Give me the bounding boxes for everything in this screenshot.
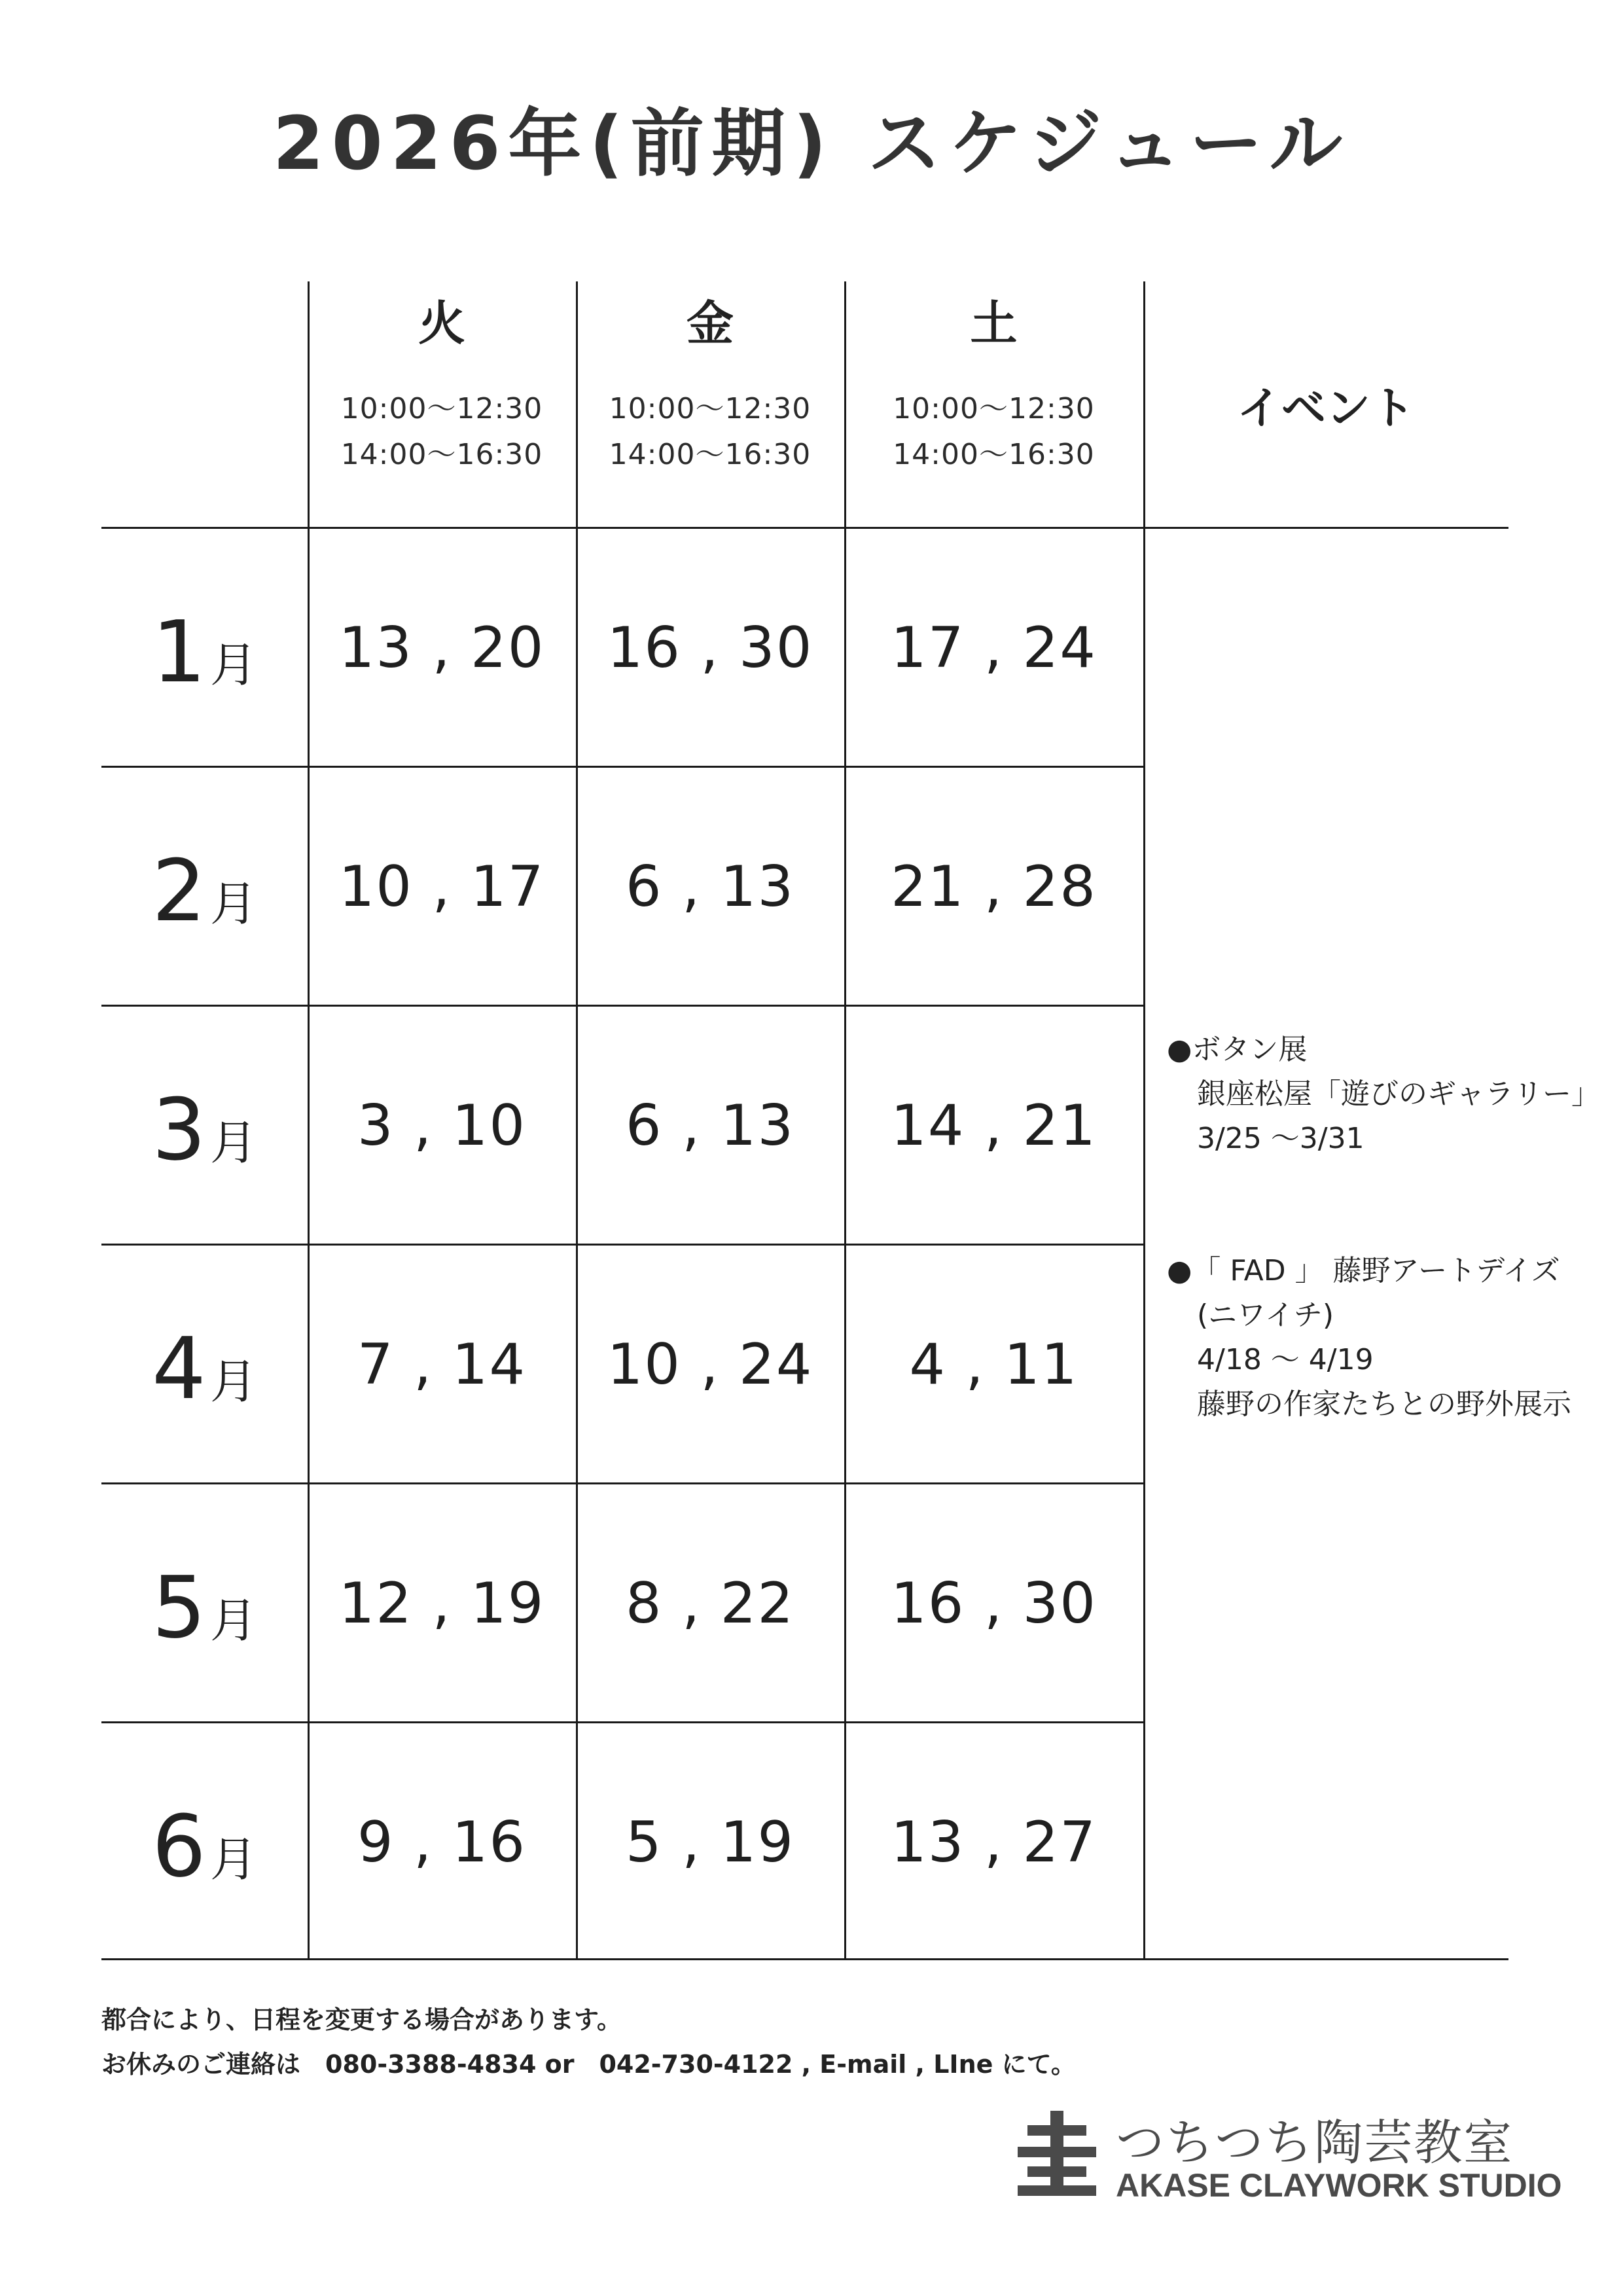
event-detail: 4/18 〜 4/19 (1197, 1343, 1374, 1376)
dates-cell: 21 , 28 (891, 854, 1097, 920)
day-name: 土 (970, 296, 1018, 351)
dates-cell: 12 , 19 (338, 1571, 545, 1636)
month-label (101, 841, 308, 941)
dates-cell: 9 , 16 (357, 1810, 527, 1875)
day-name: 金 (686, 296, 734, 351)
month-label (101, 1558, 308, 1657)
event-title: ●ボタン展 (1167, 1033, 1308, 1066)
dates-cell: 14 , 21 (891, 1093, 1097, 1158)
dates-cell: 17 , 24 (891, 615, 1097, 681)
month-number: 1 (152, 602, 206, 702)
note-line: お休みのご連絡は 080-3388-4834 or 042-730-4122 , E-mail , LIne にて。 (101, 2050, 1076, 2079)
month-number: 6 (152, 1797, 206, 1896)
month-label (101, 1319, 308, 1418)
month-label (101, 1080, 308, 1179)
dates-cell: 16 , 30 (607, 615, 813, 681)
dates-cell: 5 , 19 (625, 1810, 795, 1875)
page-title: 2026年(前期) スケジュール (272, 101, 1351, 187)
dates-cell: 8 , 22 (625, 1571, 795, 1636)
brand-name-en: AKASE CLAYWORK STUDIO (1116, 2167, 1562, 2204)
dates-cell: 3 , 10 (357, 1093, 527, 1158)
month-number: 5 (152, 1558, 206, 1657)
month-label (101, 1797, 308, 1896)
month-unit: 月 (209, 637, 257, 692)
brand-logo (1018, 2104, 1561, 2209)
table-divider (101, 1958, 1508, 1960)
notes (101, 1998, 1076, 2087)
event-button-exhibition (1167, 1028, 1600, 1161)
month-number: 4 (152, 1319, 206, 1418)
kanji-logo-icon (1018, 2111, 1096, 2196)
event-title: ●「 FAD 」 藤野アートデイズ (1167, 1254, 1560, 1287)
month-unit: 月 (209, 876, 257, 931)
dates-cell: 16 , 30 (891, 1571, 1097, 1636)
time-slot: 14:00〜16:30 (340, 438, 543, 471)
brand-name-ja: つちつち陶芸教室 (1116, 2115, 1514, 2171)
event-header: イベント (1236, 383, 1415, 435)
dates-cell: 13 , 27 (891, 1810, 1097, 1875)
table-divider (101, 1482, 1145, 1484)
dates-cell: 7 , 14 (357, 1332, 527, 1397)
dates-cell: 6 , 13 (625, 854, 795, 920)
dates-cell: 6 , 13 (625, 1093, 795, 1158)
event-fad (1167, 1249, 1571, 1427)
time-slot: 10:00〜12:30 (893, 392, 1095, 425)
month-unit: 月 (209, 1115, 257, 1170)
schedule-table (101, 281, 1600, 1960)
table-divider (101, 766, 1145, 768)
day-header-saturday (844, 296, 1143, 478)
dates-cell: 10 , 17 (338, 854, 545, 920)
event-detail: (ニワイチ) (1197, 1299, 1334, 1332)
day-name: 火 (418, 296, 465, 351)
note-line: 都合により、日程を変更する場合があります。 (101, 2005, 622, 2034)
event-detail: 3/25 〜3/31 (1197, 1122, 1364, 1155)
day-header-friday (576, 296, 844, 478)
month-unit: 月 (209, 1593, 257, 1648)
month-number: 3 (152, 1080, 206, 1179)
table-divider (1143, 281, 1145, 1960)
dates-cell: 10 , 24 (607, 1332, 813, 1397)
dates-cell: 4 , 11 (909, 1332, 1079, 1397)
day-header-tuesday (308, 296, 576, 478)
dates-cell: 13 , 20 (338, 615, 545, 681)
event-detail: 藤野の作家たちとの野外展示 (1197, 1388, 1571, 1421)
month-label (101, 602, 308, 702)
table-divider (101, 527, 1508, 529)
month-unit: 月 (209, 1354, 257, 1409)
event-detail: 銀座松屋「遊びのギャラリー」 (1197, 1077, 1600, 1111)
time-slot: 10:00〜12:30 (340, 392, 543, 425)
table-divider (101, 1721, 1145, 1723)
time-slot: 10:00〜12:30 (609, 392, 812, 425)
table-divider (101, 1244, 1145, 1246)
time-slot: 14:00〜16:30 (609, 438, 812, 471)
table-divider (101, 1005, 1145, 1007)
time-slot: 14:00〜16:30 (893, 438, 1095, 471)
month-unit: 月 (209, 1832, 257, 1887)
month-number: 2 (152, 841, 206, 941)
